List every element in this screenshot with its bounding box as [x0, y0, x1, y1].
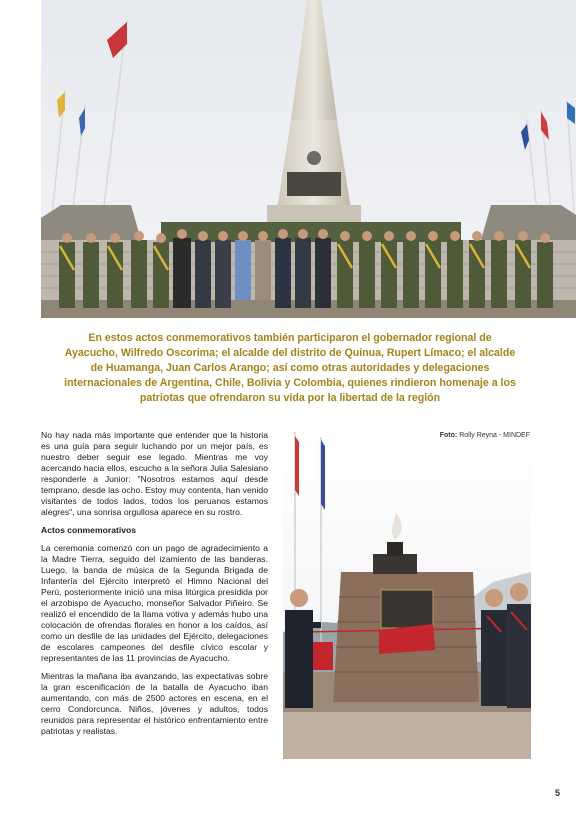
photo-caption: En estos actos conmemorativos también participaron el gobernador regional de Ayacucho, Wilfredo Oscorima; el alcalde del distrito de Quinua, Rupert Límaco; el alcalde de Huamanga, Juan Carlos Arango; así como otras autoridades y delegaciones internacionales de Argentina, Chile, Bolivia y Colombia, quienes rindieron homenaje a los patriotas que ofrendaron su vida por la libertad de la región: [64, 332, 516, 404]
paragraph-ceremony: La ceremonia comenzó con un pago de agradecimiento a la Madre Tierra, seguido del izamiento de las banderas. Luego, la banda de música de la Segunda Brigada de Infantería del Ejército interpretó el Himno Nacional del Perú, posteriormente inició una misa litúrgica presidida por el arzobispo de Ayacucho, monseñor Salvador Piñeiro. Se realizó el encendido de la llama votiva y además hubo una colocación de ofrendas florales en honor a los caídos, así como un desfile de las unidades del Ejército, delegaciones de escolares campeones del desfile cívico escolar y representantes de las 11 provincias de Ayacucho.: [41, 543, 268, 663]
paragraph-reenactment: Mientras la mañana iba avanzando, las expectativas sobre la gran escenificación de la batalla de Ayacucho iban aumentando, con más de 2500 actores en escena, en el cerro Condorcunca. Niños, jóvenes y adultos, todos reunidos para representar el histórico enfrentamiento entre patriotas y realistas.: [41, 671, 268, 736]
section-heading: Actos conmemorativos: [41, 525, 137, 535]
page-number: 5: [554, 788, 560, 798]
photo-credit: [400, 432, 530, 439]
monument-group-photo: [41, 0, 576, 318]
article-body: [41, 430, 268, 744]
photo-credit-name: Rolly Reyna - MINDEF: [459, 432, 530, 439]
paragraph-intro: No hay nada más importante que entender que la historia es una guía para seguir luchando por un mejor país, es nuestro deber seguir ese legado. Mientras me voy acercando hacia ellos, escucho a la señora Julia Salesiano responderle a Junior: "Nosotros estamos aquí desde temprano, desde las ocho. Estoy muy contenta, han venido visitantes de todos lados, todos los peruanos estamos alegres", una sonrisa orgullosa aparece en su rostro.: [41, 430, 268, 517]
plaque-unveiling-photo: [283, 432, 531, 759]
photo-credit-label: Foto:: [439, 432, 458, 439]
